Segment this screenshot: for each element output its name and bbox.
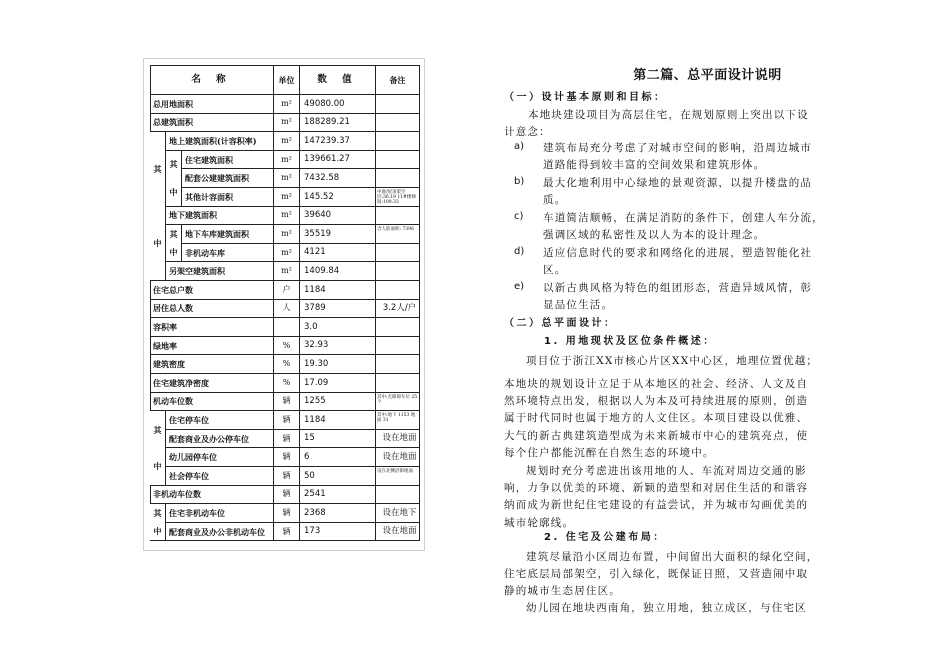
paragraph-line: 幼儿园在地块西南角，独立用地，独立成区，与住宅区 [526, 602, 807, 614]
row-value: 3789 [300, 300, 376, 319]
group-label: 中 [153, 238, 162, 249]
subsection-heading: 2. 住宅及公建布局： [544, 532, 666, 543]
row-name: 建筑密度 [150, 355, 274, 374]
group-label: 中 [153, 461, 162, 472]
paragraph-line: 本地块建设项目为高层住宅，在规划原则上突出以下设 [528, 109, 809, 121]
row-name: 配套商业及办公停车位 [166, 430, 274, 449]
row-note: 设在地面 [376, 430, 420, 449]
row-value: 39640 [300, 207, 376, 226]
list-item-line: 建筑布局充分考虑了对城市空间的影响，沿周边城市 [543, 142, 813, 154]
row-name: 配套商业及办公非机动车位 [166, 523, 274, 542]
row-note [376, 244, 420, 263]
row-note [376, 318, 420, 337]
group-label-cell [150, 504, 166, 541]
design-description [500, 58, 915, 668]
header-value: 数 值 [300, 65, 376, 95]
paragraph-line: 城市轮廓线。 [504, 516, 575, 529]
row-name: 总用地面积 [150, 95, 274, 114]
group-label: 中 [169, 186, 178, 197]
row-name: 另架空建筑面积 [166, 262, 274, 281]
row-note: 其中:地下 1153 地面 31 [376, 411, 420, 430]
group-label: 其 [153, 164, 162, 175]
row-unit: m² [274, 244, 300, 263]
row-unit: 辆 [274, 393, 300, 412]
paragraph-line: 属于时代同时也属于地方的人文住区。本项目建设以优雅、 [504, 412, 809, 425]
row-name: 住宅总户数 [150, 281, 274, 300]
row-name: 住宅非机动车位 [166, 504, 274, 523]
row-unit: 辆 [274, 448, 300, 467]
row-name: 社会停车位 [166, 467, 274, 486]
group-label: 其 [153, 424, 162, 435]
paragraph-line: 项目位于浙江XX市核心片区XX中心区，地理位置优越； [526, 355, 819, 367]
list-marker: b) [514, 176, 525, 187]
row-note [376, 486, 420, 505]
paragraph-line: 然环境特点出发，根据以人为本及可持续进展的原则，创造 [504, 395, 809, 408]
row-note [376, 281, 420, 300]
row-value: 1255 [300, 393, 376, 412]
row-name: 非机动车库 [182, 244, 274, 263]
row-unit: m² [274, 169, 300, 188]
list-item-line: 显品位生活。 [543, 299, 614, 311]
row-unit [274, 318, 300, 337]
row-value: 15 [300, 430, 376, 449]
row-value: 139661.27 [300, 151, 376, 170]
row-value: 7432.58 [300, 169, 376, 188]
row-note: 设在北侧沿街地面 [376, 467, 420, 486]
row-unit: m² [274, 114, 300, 133]
row-value: 50 [300, 467, 376, 486]
row-value: 1409.84 [300, 262, 376, 281]
list-marker: d) [514, 246, 525, 257]
row-note: 设在地面 [376, 448, 420, 467]
group-label: 中 [169, 247, 178, 258]
row-note [376, 169, 420, 188]
row-note [376, 262, 420, 281]
paragraph-line: 纳而成为新世纪住宅建设的有益尝试，并为城市勾画优美的 [504, 499, 809, 512]
row-value: 3.0 [300, 318, 376, 337]
row-unit: 辆 [274, 430, 300, 449]
row-unit: m² [274, 151, 300, 170]
economic-indicator-table [150, 65, 420, 541]
header-unit: 单位 [274, 65, 300, 95]
row-value: 2541 [300, 486, 376, 505]
header-note: 备注 [376, 65, 420, 95]
group-label-cell [166, 225, 182, 262]
row-note [376, 132, 420, 151]
row-name: 机动车位数 [150, 393, 274, 412]
row-value: 6 [300, 448, 376, 467]
group-label: 其 [153, 508, 162, 519]
row-unit: m² [274, 225, 300, 244]
row-name: 配套公建建筑面积 [182, 169, 274, 188]
row-value: 35519 [300, 225, 376, 244]
subsection-heading: 1. 用地现状及区位条件概述： [544, 336, 716, 347]
paragraph-line: 大气的新古典建筑造型成为未来新城市中心的建筑亮点，使 [504, 429, 809, 442]
row-note [376, 95, 420, 114]
row-unit: m² [274, 207, 300, 226]
row-note [376, 114, 420, 133]
row-value: 147239.37 [300, 132, 376, 151]
row-unit: % [274, 355, 300, 374]
row-name: 绿地率 [150, 337, 274, 356]
row-note [376, 207, 420, 226]
row-value: 173 [300, 523, 376, 542]
row-unit: m² [274, 132, 300, 151]
list-item-line: 区。 [543, 264, 567, 276]
row-name: 其他计容面积 [182, 188, 274, 207]
row-value: 32.93 [300, 337, 376, 356]
row-unit: 人 [274, 300, 300, 319]
row-note [376, 151, 420, 170]
list-item-line: 质。 [543, 194, 567, 206]
paragraph-line: 响，力争以优美的环境、新颖的造型和对居住生活的和谐容 [504, 482, 809, 495]
row-name: 住宅停车位 [166, 411, 274, 430]
paragraph-line: 规划时充分考虑进出该用地的人、车流对周边交通的影 [526, 465, 807, 477]
paragraph-line: 计意念： [504, 126, 551, 138]
group-label: 其 [169, 159, 178, 170]
row-name: 地上建筑面积(计容积率) [166, 132, 274, 151]
row-note [376, 355, 420, 374]
list-marker: a) [514, 141, 525, 152]
row-name: 住宅建筑净密度 [150, 374, 274, 393]
row-value: 49080.00 [300, 95, 376, 114]
row-unit: 辆 [274, 504, 300, 523]
row-name: 地下车库建筑面积 [182, 225, 274, 244]
doc-title: 第二篇、总平面设计说明 [633, 68, 782, 83]
row-note: 其中:无障碍车位 25个 [376, 393, 420, 412]
list-item-line: 适应信息时代的要求和网络化的进展，塑造智能化社 [543, 247, 813, 259]
group-label-cell [166, 151, 182, 207]
row-name: 居住总人数 [150, 300, 274, 319]
row-value: 1184 [300, 281, 376, 300]
row-note: 设在地下 [376, 504, 420, 523]
row-note [376, 337, 420, 356]
paragraph-line: 住宅底层局部架空，引入绿化，既保证日照，又营造闹中取 [504, 568, 809, 581]
row-name: 非机动车位数 [150, 486, 274, 505]
list-marker: e) [514, 281, 525, 292]
row-unit: 辆 [274, 523, 300, 542]
row-unit: 辆 [274, 486, 300, 505]
row-value: 17.09 [300, 374, 376, 393]
row-note: 中庭/屋顶架空层:36.19 11#楼梯间:109.33 [376, 188, 420, 207]
group-label-cell [150, 132, 166, 281]
row-name: 幼儿园停车位 [166, 448, 274, 467]
row-value: 1184 [300, 411, 376, 430]
row-unit: m² [274, 262, 300, 281]
row-name: 总建筑面积 [150, 114, 274, 133]
row-unit: 辆 [274, 411, 300, 430]
row-note [376, 374, 420, 393]
row-unit: 户 [274, 281, 300, 300]
list-item-line: 道路能得到较丰富的空间效果和建筑形体。 [543, 159, 766, 171]
header-name: 名 称 [150, 65, 274, 95]
list-item-line: 最大化地利用中心绿地的景观资源，以提升楼盘的品 [543, 177, 813, 189]
list-item-line: 强调区域的私密性及以人为本的设计理念。 [543, 229, 766, 241]
list-item-line: 以新古典风格为特色的组团形态，营造异域风情，彰 [543, 282, 813, 294]
row-value: 4121 [300, 244, 376, 263]
row-unit: m² [274, 95, 300, 114]
paragraph-line: 本地块的规划设计立足于从本地区的社会、经济、人文及自 [504, 378, 809, 390]
paragraph-line: 每个住户都能沉醉在自然生态的环境中。 [504, 446, 715, 459]
row-value: 19.30 [300, 355, 376, 374]
row-name: 住宅建筑面积 [182, 151, 274, 170]
row-value: 188289.21 [300, 114, 376, 133]
section-heading: （二）总平面设计： [504, 318, 617, 329]
paragraph-line: 建筑尽量沿小区周边布置，中间留出大面积的绿化空间， [526, 551, 819, 563]
list-marker: c) [514, 211, 524, 222]
row-unit: 辆 [274, 467, 300, 486]
section-heading: （一）设计基本原则和目标： [504, 92, 667, 103]
list-item-line: 车道简洁顺畅，在满足消防的条件下，创建人车分流， [543, 212, 824, 224]
row-name: 地下建筑面积 [166, 207, 274, 226]
row-value: 2368 [300, 504, 376, 523]
row-note: 3.2人/户 [376, 300, 420, 319]
row-unit: % [274, 337, 300, 356]
row-value: 145.52 [300, 188, 376, 207]
row-name: 容积率 [150, 318, 274, 337]
group-label-cell [150, 411, 166, 485]
paragraph-line: 静的城市生态居住区。 [504, 585, 621, 598]
row-unit: % [274, 374, 300, 393]
row-unit: m² [274, 188, 300, 207]
row-note: 设在地面 [376, 523, 420, 542]
indicator-table-image [143, 58, 425, 551]
row-note: 含人防面积: 7396 [376, 225, 420, 244]
group-label: 中 [153, 526, 162, 537]
group-label: 其 [169, 229, 178, 240]
